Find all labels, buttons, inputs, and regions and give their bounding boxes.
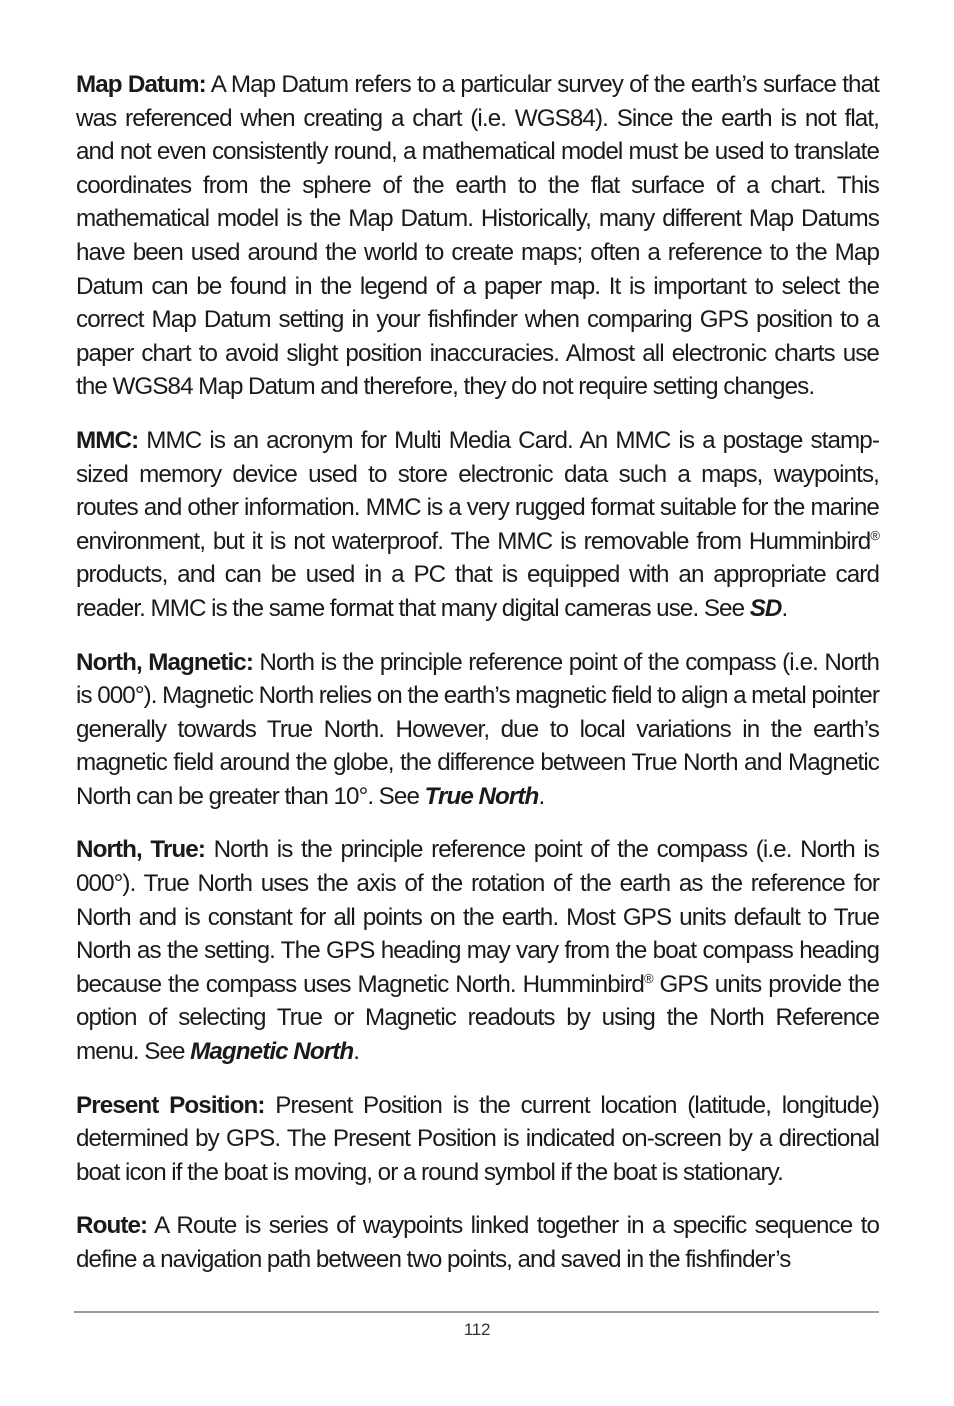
registered-mark: ® xyxy=(870,527,879,543)
term-route: Route: xyxy=(76,1212,148,1240)
term-mmc: MMC: xyxy=(76,426,139,454)
definition-north-true-part-1: North is the principle reference point of the compass (i.e. North is 000°). True North uses the axis of the rotation of the earth as the reference for North and is constant for all points on the earth. Most GPS units default to True North as the setting. The GPS heading may vary from the boat compass heading because the compass uses Magnetic North. Humminbird xyxy=(76,836,879,998)
definition-route: A Route is series of waypoints linked together in a specific sequence to define a navigation path between two points, and saved in the fishfinder’s xyxy=(76,1212,879,1273)
definition-north-true-part-2: GPS units provide the option of selecting True or Magnetic readouts by using the North Reference menu. See xyxy=(76,970,879,1066)
entry-north-true xyxy=(76,833,879,1068)
page-number: 112 xyxy=(463,1320,491,1339)
cross-reference-magnetic-north: Magnetic North xyxy=(190,1038,354,1066)
term-present-position: Present Position: xyxy=(76,1091,265,1119)
entry-present-position xyxy=(76,1089,879,1190)
definition-mmc-part-3: . xyxy=(781,594,788,622)
definition-mmc-part-2: products, and can be used in a PC that is equipped with an appropriate card reader. MMC is the same format that many digital cameras use. See xyxy=(76,561,879,622)
term-north-true: North, True: xyxy=(76,836,206,864)
definition-map-datum: A Map Datum refers to a particular survey of the earth’s surface that was referenced when creating a chart (i.e. WGS84). Since the earth is not flat, and not even consistently round, a mathematical model must be used to translate coordinates from the sphere of the earth to the flat surface of a chart. This mathematical model is the Map Datum. Historically, many different Map Datums have been used around the world to create maps; often a reference to the Map Datum can be found in the legend of a paper map. It is important to select the correct Map Datum setting in your fishfinder when comparing GPS position to a paper chart to avoid slight position inaccuracies. Almost all electronic charts use the WGS84 Map Datum and therefore, they do not require setting changes. xyxy=(76,71,879,401)
definition-mmc-part-1: MMC is an acronym for Multi Media Card. An MMC is a postage stamp-sized memory device used to store electronic data such a maps, waypoints, routes and other information. MMC is a very rugged format suitable for the marine environment, but it is not waterproof. The MMC is removable from Humminbird xyxy=(76,426,879,555)
footer-divider xyxy=(74,1311,879,1313)
definition-north-magnetic-part-2: . xyxy=(538,782,545,810)
term-map-datum: Map Datum: xyxy=(76,71,206,98)
term-north-magnetic: North, Magnetic: xyxy=(76,648,253,676)
cross-reference-sd: SD xyxy=(749,594,782,622)
entry-route xyxy=(76,1209,879,1276)
definition-north-true-part-3: . xyxy=(353,1038,360,1066)
registered-mark: ® xyxy=(643,970,653,986)
definition-north-magnetic-part-1: North is the principle reference point of the compass (i.e. North is 000°). Magnetic North relies on the earth’s magnetic field to align a metal pointer generally towards True North. However, due to local variations in the earth’s magnetic field around the globe, the difference between True North and Magnetic North can be greater than 10°. See xyxy=(76,648,879,810)
entry-map-datum xyxy=(76,68,879,404)
glossary-content xyxy=(76,68,879,1297)
cross-reference-true-north: True North xyxy=(424,782,539,810)
definition-present-position: Present Position is the current location (latitude, longitude) determined by GPS. The Present Position is indicated on-screen by a directional boat icon if the boat is moving, or a round symbol if the boat is stationary. xyxy=(76,1091,880,1186)
entry-north-magnetic xyxy=(76,646,879,814)
entry-mmc xyxy=(76,424,879,626)
